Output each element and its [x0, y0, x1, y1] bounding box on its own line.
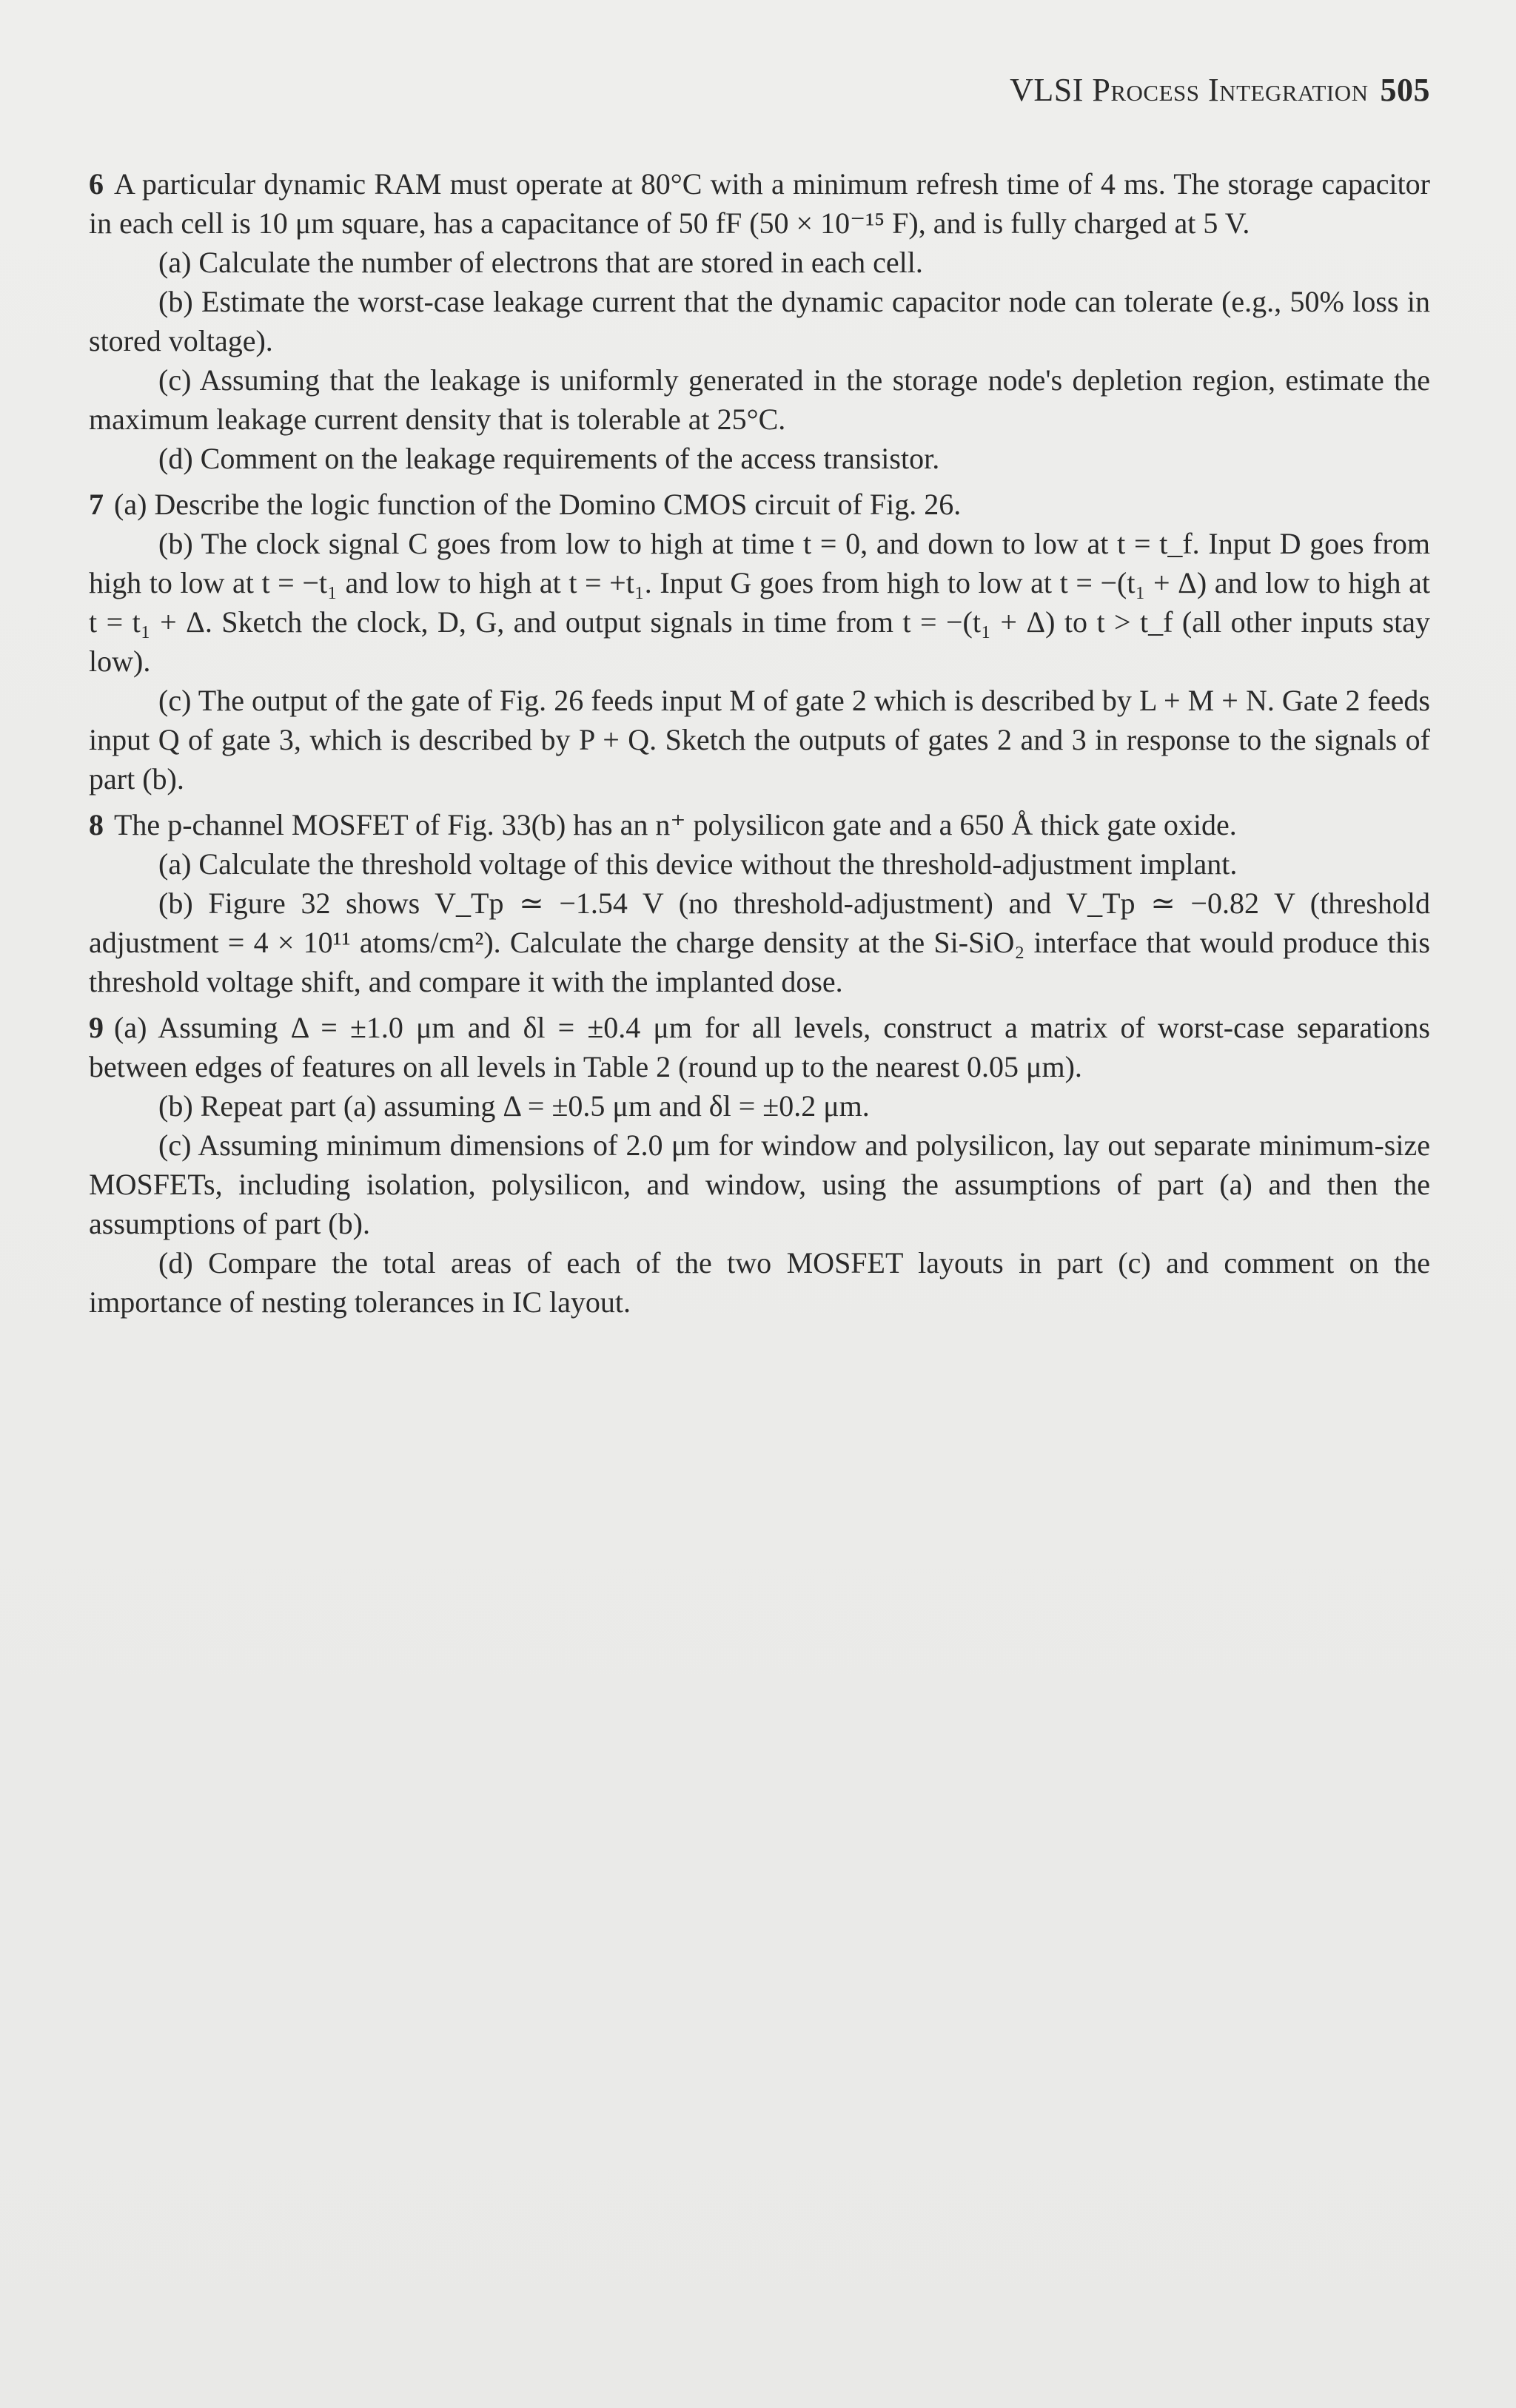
problem-9-part-d: (d) Compare the total areas of each of the two MOSFET layouts in part (c) and comment on the importance of nesting tolerances in IC layout.: [89, 1246, 1430, 1319]
running-head-title: VLSI Process Integration: [1010, 72, 1369, 108]
problem-6-part-d: (d) Comment on the leakage requirements of the access transistor.: [158, 442, 940, 475]
problem-7-part-b: (b) The clock signal C goes from low to high at time t = 0, and down to low at t = t_f. Input D goes from high to low at t = −t₁ and low to high at t = +t₁. Input G goes from high to low at t = −(t₁ + Δ) and low to high at t = t₁ + Δ. Sketch the clock, D, G, and output signals in time from t = −(t₁ + Δ) to t > t_f (all other inputs stay low).: [89, 527, 1430, 678]
problems-section: [89, 164, 1430, 1322]
problem-8-intro: 8 The p-channel MOSFET of Fig. 33(b) has an n⁺ polysilicon gate and a 650 Å thick gate oxide.: [89, 808, 1237, 841]
problem-8-part-a: (a) Calculate the threshold voltage of this device without the threshold-adjustment implant.: [158, 847, 1238, 881]
problem-7-part-c: (c) The output of the gate of Fig. 26 feeds input M of gate 2 which is described by L + M + N. Gate 2 feeds input Q of gate 3, which is described by P + Q. Sketch the outputs of gates 2 and 3 in response to the signals of part (b).: [89, 684, 1430, 796]
page-number: 505: [1380, 72, 1430, 108]
problem-7-part-a: 7 (a) Describe the logic function of the Domino CMOS circuit of Fig. 26.: [89, 488, 962, 521]
problem-6-intro: 6 A particular dynamic RAM must operate at 80°C with a minimum refresh time of 4 ms. The storage capacitor in each cell is 10 μm square, has a capacitance of 50 fF (50 × 10⁻¹⁵ F), and is fully charged at 5 V.: [89, 167, 1430, 240]
problem-number: 8: [89, 808, 104, 841]
problem-6-part-c: (c) Assuming that the leakage is uniformly generated in the storage node's depletion region, estimate the maximum leakage current density that is tolerable at 25°C.: [89, 363, 1430, 436]
problem-9-part-b: (b) Repeat part (a) assuming Δ = ±0.5 μm and δl = ±0.2 μm.: [158, 1089, 870, 1123]
problem-number: 9: [89, 1011, 104, 1044]
problem-9-part-a: 9 (a) Assuming Δ = ±1.0 μm and δl = ±0.4 μm for all levels, construct a matrix of worst-case separations between edges of features on all levels in Table 2 (round up to the nearest 0.05 μm).: [89, 1011, 1430, 1083]
problem-number: 6: [89, 167, 104, 201]
problem-number: 7: [89, 488, 104, 521]
problem-6-part-b: (b) Estimate the worst-case leakage current that the dynamic capacitor node can tolerate (e.g., 50% loss in stored voltage).: [89, 285, 1430, 357]
problem-9-part-c: (c) Assuming minimum dimensions of 2.0 μm for window and polysilicon, lay out separate minimum-size MOSFETs, including isolation, polysilicon, and window, using the assumptions of part (a) and then the assumptions of part (b).: [89, 1129, 1430, 1240]
running-head: [1010, 71, 1430, 109]
problem-8-part-b: (b) Figure 32 shows V_Tp ≃ −1.54 V (no threshold-adjustment) and V_Tp ≃ −0.82 V (threshold adjustment = 4 × 10¹¹ atoms/cm²). Calculate the charge density at the Si-SiO₂ interface that would produce this threshold voltage shift, and compare it with the implanted dose.: [89, 887, 1430, 998]
problem-6-part-a: (a) Calculate the number of electrons that are stored in each cell.: [158, 246, 923, 279]
